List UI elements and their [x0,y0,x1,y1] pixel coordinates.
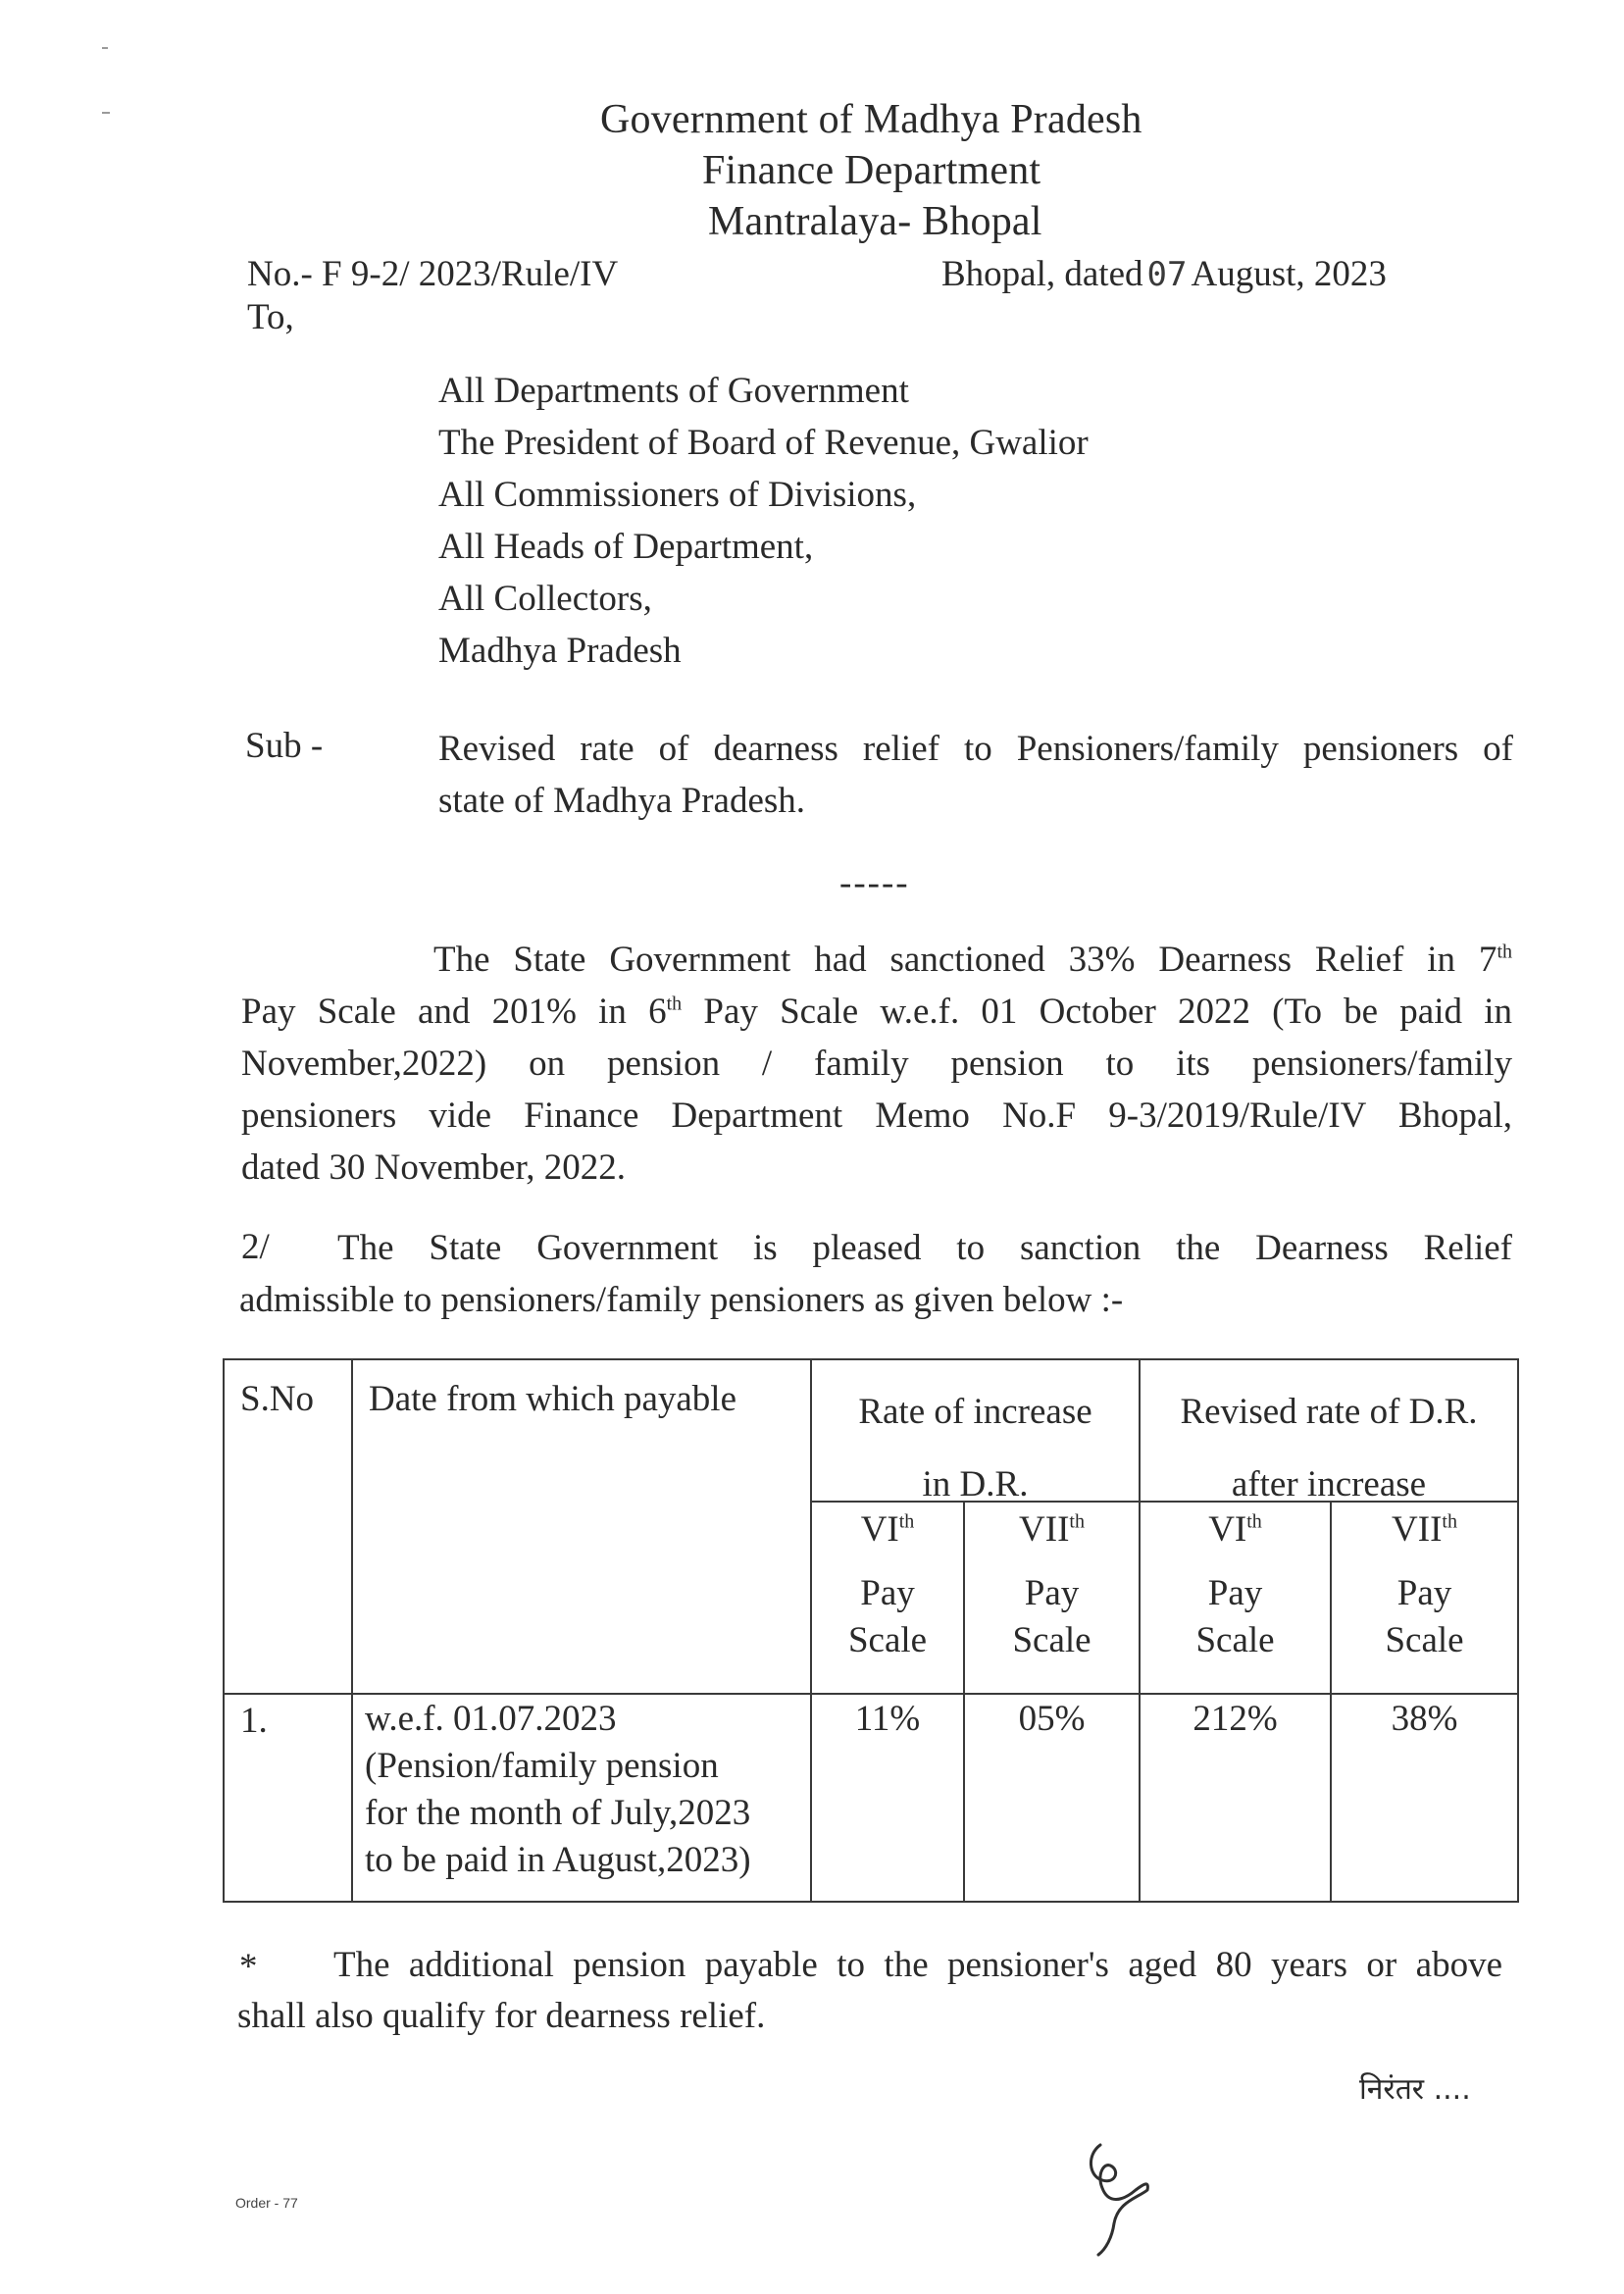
subject-line: state of Madhya Pradesh. [438,781,806,821]
paragraph-line: The State Government is pleased to sanction the Dearness Relief [337,1228,1512,1268]
paragraph-line: admissible to pensioners/family pensioners as given below :- [239,1280,1124,1320]
reference-number: No.- F 9-2/ 2023/Rule/IV [247,254,619,294]
row-increase-vii: 05% [1018,1699,1086,1739]
note-line: The additional pension payable to the pensioner's aged 80 years or above [333,1945,1502,1985]
table-border [351,1358,353,1903]
letter-date [941,249,1387,300]
header-government: Government of Madhya Pradesh [600,97,1142,142]
subject-label: Sub - [245,726,324,766]
addressee-item: All Commissioners of Divisions, [438,475,917,515]
subheader-vii-revised: VIIth Pay Scale [1385,1509,1464,1660]
date-prefix: Bhopal, dated [941,254,1143,294]
row-increase-vi: 11% [854,1699,921,1739]
subject-line: Revised rate of dearness relief to Pensioners/family pensioners of [438,729,1513,769]
continued-marker: निरंतर .... [1359,2072,1471,2107]
table-border [223,1901,1519,1903]
addressee-item: The President of Board of Revenue, Gwalior [438,423,1089,463]
dearness-relief-table [223,1358,1519,1903]
header-revised-rate: Revised rate of D.R. after increase [1180,1392,1478,1504]
row-revised-vii: 38% [1391,1699,1458,1739]
paragraph-2-number: 2/ [241,1227,270,1267]
paragraph-2 [337,1222,1512,1274]
to-label: To, [247,297,294,337]
paragraph-line: dated 30 November, 2022. [241,1147,627,1188]
note-text [333,1939,1502,1991]
paragraph-1 [241,934,1512,1194]
subject-text [438,723,1513,827]
addressee-item: Madhya Pradesh [438,631,682,671]
paragraph-line: Pay Scale and 201% in 6th Pay Scale w.e.f. 01 October 2022 (To be paid in [241,992,1512,1032]
table-border [1517,1358,1519,1903]
subheader-vi-revised: VIth Pay Scale [1195,1509,1275,1660]
table-border [223,1358,1519,1360]
signature-mark [1079,2133,1167,2261]
date-suffix: August, 2023 [1191,254,1387,294]
header-location: Mantralaya- Bhopal [708,199,1042,244]
subject-divider: ----- [839,863,910,903]
date-handwritten: 07 [1146,255,1188,294]
header-rate-increase: Rate of increase in D.R. [858,1392,1092,1504]
addressee-item: All Heads of Department, [438,527,814,567]
header-department: Finance Department [702,148,1041,193]
table-border [223,1358,225,1903]
row-date: w.e.f. 01.07.2023 (Pension/family pension for the month of July,2023 to be paid in August,2023) [365,1699,751,1880]
subheader-vi-increase: VIth Pay Scale [847,1509,928,1660]
row-revised-vi: 212% [1193,1699,1278,1739]
scan-speck [102,112,110,114]
scan-speck [102,47,108,49]
addressee-item: All Collectors, [438,579,652,619]
header-date: Date from which payable [369,1379,736,1419]
row-sno: 1. [240,1701,268,1741]
footer-code: Order - 77 [235,2195,298,2211]
header-sno: S.No [240,1379,315,1419]
subheader-vii-increase: VIIth Pay Scale [1012,1509,1091,1660]
paragraph-line: November,2022) on pension / family pension to its pensioners/family [241,1044,1512,1084]
addressee-item: All Departments of Government [438,371,909,411]
table-border [223,1693,1519,1695]
paragraph-line: pensioners vide Finance Department Memo No.F 9-3/2019/Rule/IV Bhopal, [241,1096,1512,1136]
paragraph-line: The State Government had sanctioned 33% Dearness Relief in 7th [433,940,1512,980]
note-line: shall also qualify for dearness relief. [237,1996,766,2036]
note-asterisk: * [239,1947,258,1987]
